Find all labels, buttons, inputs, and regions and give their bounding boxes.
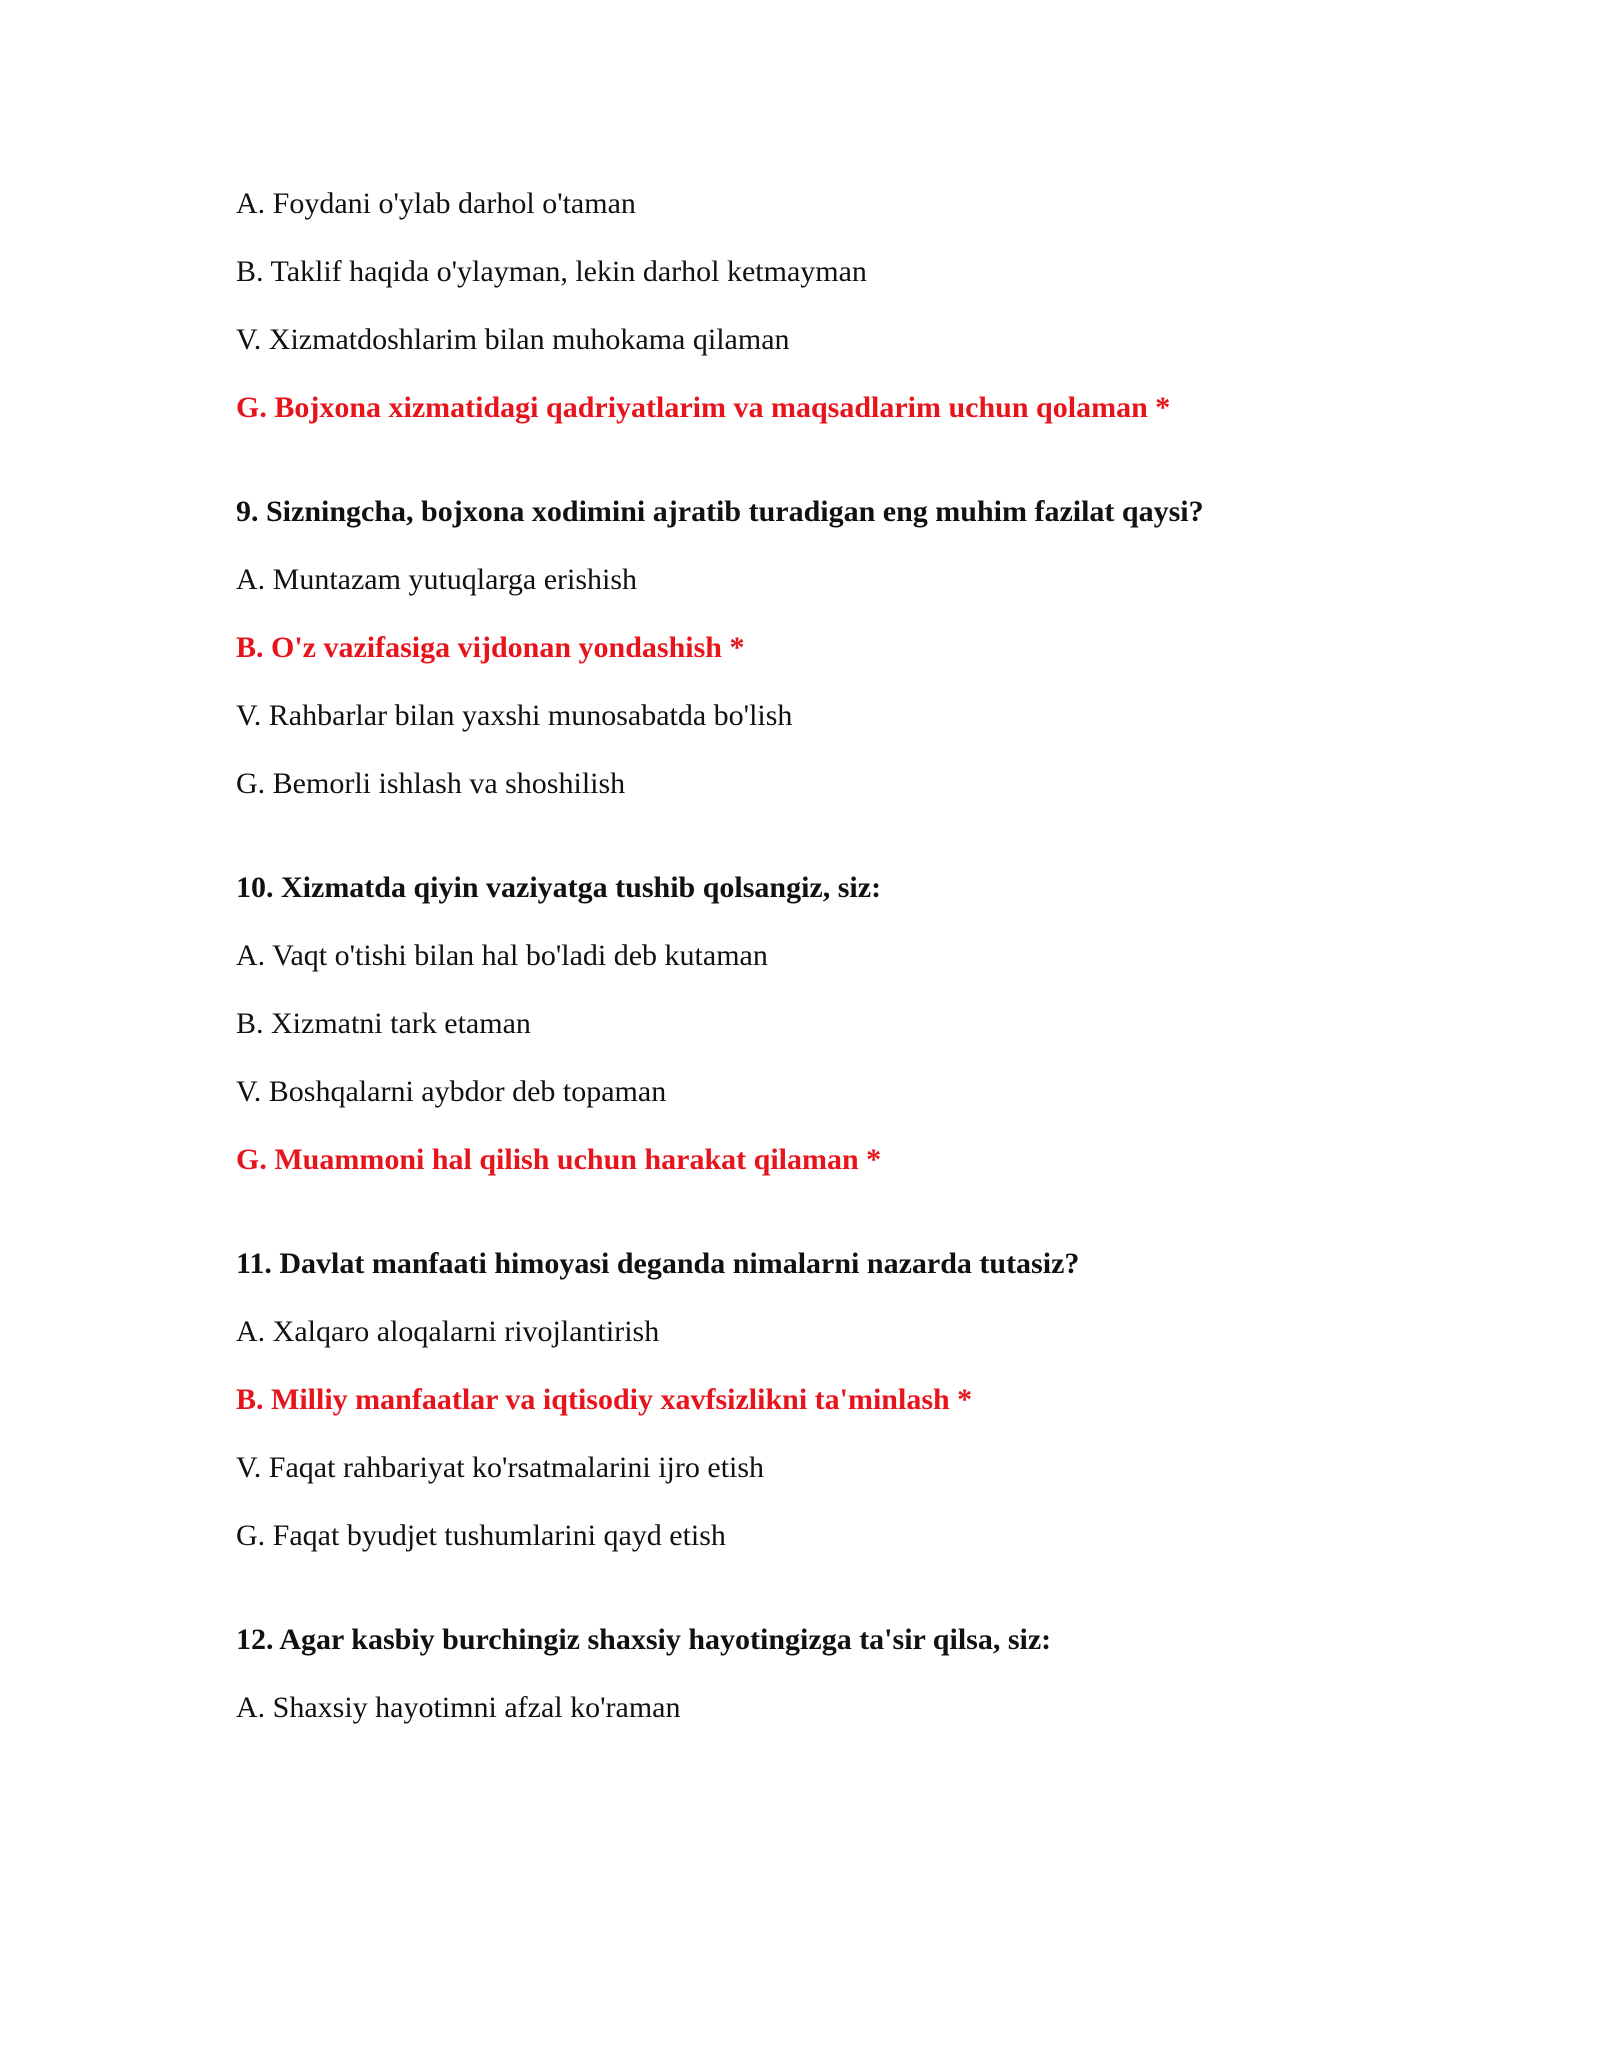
correct-answer-option: G. Muammoni hal qilish uchun harakat qilaman *: [236, 1143, 882, 1176]
question-block: [236, 1622, 1436, 1726]
answer-option: A. Vaqt o'tishi bilan hal bo'ladi deb kutaman: [236, 939, 768, 972]
answer-option: V. Xizmatdoshlarim bilan muhokama qilaman: [236, 323, 790, 356]
answer-option: V. Rahbarlar bilan yaxshi munosabatda bo'lish: [236, 699, 793, 732]
question-text: 9. Sizningcha, bojxona xodimini ajratib turadigan eng muhim fazilat qaysi?: [236, 495, 1204, 528]
answer-option: A. Xalqaro aloqalarni rivojlantirish: [236, 1315, 660, 1348]
answer-option: G. Bemorli ishlash va shoshilish: [236, 767, 626, 800]
answer-option: V. Boshqalarni aybdor deb topaman: [236, 1075, 667, 1108]
answer-option: A. Shaxsiy hayotimni afzal ko'raman: [236, 1691, 681, 1724]
correct-answer-option: B. Milliy manfaatlar va iqtisodiy xavfsizlikni ta'minlash *: [236, 1383, 973, 1416]
answer-option: B. Taklif haqida o'ylayman, lekin darhol ketmayman: [236, 255, 867, 288]
answer-option: A. Muntazam yutuqlarga erishish: [236, 563, 638, 596]
question-text: 11. Davlat manfaati himoyasi deganda nimalarni nazarda tutasiz?: [236, 1247, 1080, 1280]
answer-option: G. Faqat byudjet tushumlarini qayd etish: [236, 1519, 726, 1552]
correct-answer-option: G. Bojxona xizmatidagi qadriyatlarim va maqsadlarim uchun qolaman *: [236, 391, 1171, 424]
correct-answer-option: B. O'z vazifasiga vijdonan yondashish *: [236, 631, 745, 664]
question-block: [236, 1246, 1436, 1554]
question-text: 10. Xizmatda qiyin vaziyatga tushib qolsangiz, siz:: [236, 871, 882, 904]
question-list: [236, 186, 1436, 1758]
question-text: 12. Agar kasbiy burchingiz shaxsiy hayotingizga ta'sir qilsa, siz:: [236, 1623, 1052, 1656]
question-block: [236, 494, 1436, 802]
answer-option: V. Faqat rahbariyat ko'rsatmalarini ijro etish: [236, 1451, 765, 1484]
question-block: [236, 186, 1436, 426]
answer-option: A. Foydani o'ylab darhol o'taman: [236, 187, 636, 220]
answer-option: B. Xizmatni tark etaman: [236, 1007, 531, 1040]
question-block: [236, 870, 1436, 1178]
